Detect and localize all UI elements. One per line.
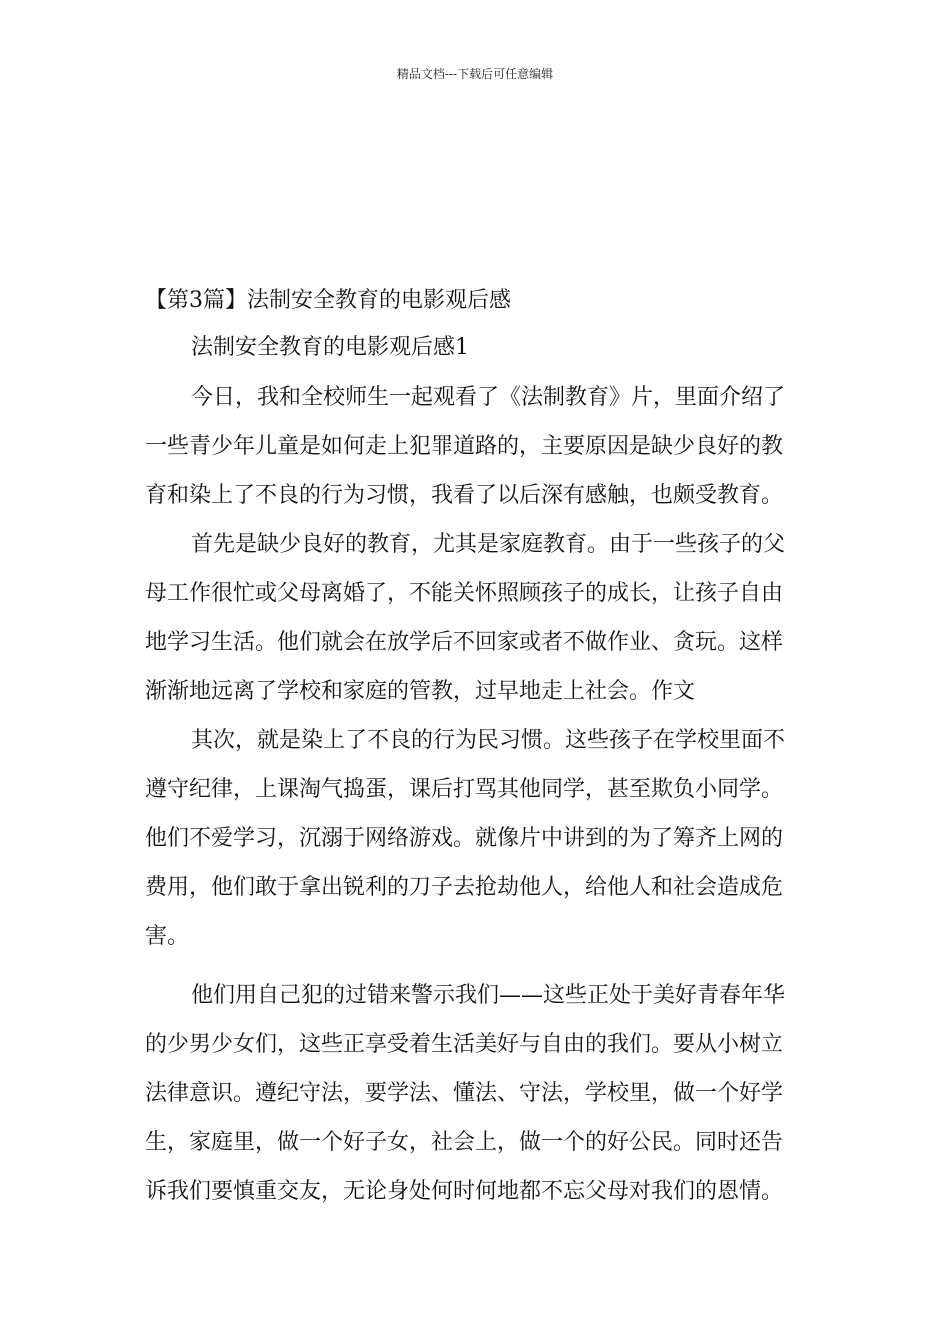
paragraph-1 (145, 373, 809, 520)
paragraph-line: 他们用自己犯的过错来警示我们——这些正处于美好青春年华 (191, 983, 786, 1008)
paragraph-line: 的少男少女们，这些正享受着生活美好与自由的我们。要从小树立 (145, 1032, 784, 1057)
paragraph-line: 母工作很忙或父母离婚了，不能关怀照顾孩子的成长，让孩子自由 (145, 581, 784, 606)
paragraph-line: 渐渐地远离了学校和家庭的管教，过早地走上社会。作文 (145, 679, 696, 704)
article-body (145, 283, 809, 1216)
paragraph-4 (145, 971, 809, 1216)
header-note: 精品文档---下载后可任意编辑 (396, 67, 554, 81)
paragraph-3 (145, 716, 809, 961)
paragraph-line: 地学习生活。他们就会在放学后不回家或者不做作业、贪玩。这样 (145, 630, 784, 655)
section-title: 【第3篇】法制安全教育的电影观后感 (145, 288, 511, 313)
paragraph-line: 首先是缺少良好的教育，尤其是家庭教育。由于一些孩子的父 (191, 532, 786, 557)
paragraph-2 (145, 520, 809, 716)
paragraph-line: 诉我们要慎重交友，无论身处何时何地都不忘父母对我们的恩情。 (145, 1179, 784, 1204)
paragraph-line: 育和染上了不良的行为习惯，我看了以后深有感触，也颇受教育。 (145, 483, 784, 508)
paragraph-line: 今日，我和全校师生一起观看了《法制教育》片，里面介绍了 (191, 385, 786, 410)
paragraph-line: 遵守纪律，上课淘气捣蛋，课后打骂其他同学，甚至欺负小同学。 (145, 777, 784, 802)
paragraph-line: 费用，他们敢于拿出锐利的刀子去抢劫他人，给他人和社会造成危 (145, 875, 784, 900)
paragraph-line: 一些青少年儿童是如何走上犯罪道路的，主要原因是缺少良好的教 (145, 434, 784, 459)
paragraph-gap (145, 961, 809, 971)
paragraph-line: 其次，就是染上了不良的行为民习惯。这些孩子在学校里面不 (191, 728, 786, 753)
paragraph-line: 他们不爱学习，沉溺于网络游戏。就像片中讲到的为了筹齐上网的 (145, 826, 784, 851)
article-subtitle: 法制安全教育的电影观后感1 (191, 335, 469, 360)
paragraph-line: 法律意识。遵纪守法，要学法、懂法、守法，学校里，做一个好学 (145, 1081, 784, 1106)
paragraph-line: 生，家庭里，做一个好子女，社会上，做一个的好公民。同时还告 (145, 1130, 784, 1155)
paragraph-line: 害。 (145, 924, 190, 949)
